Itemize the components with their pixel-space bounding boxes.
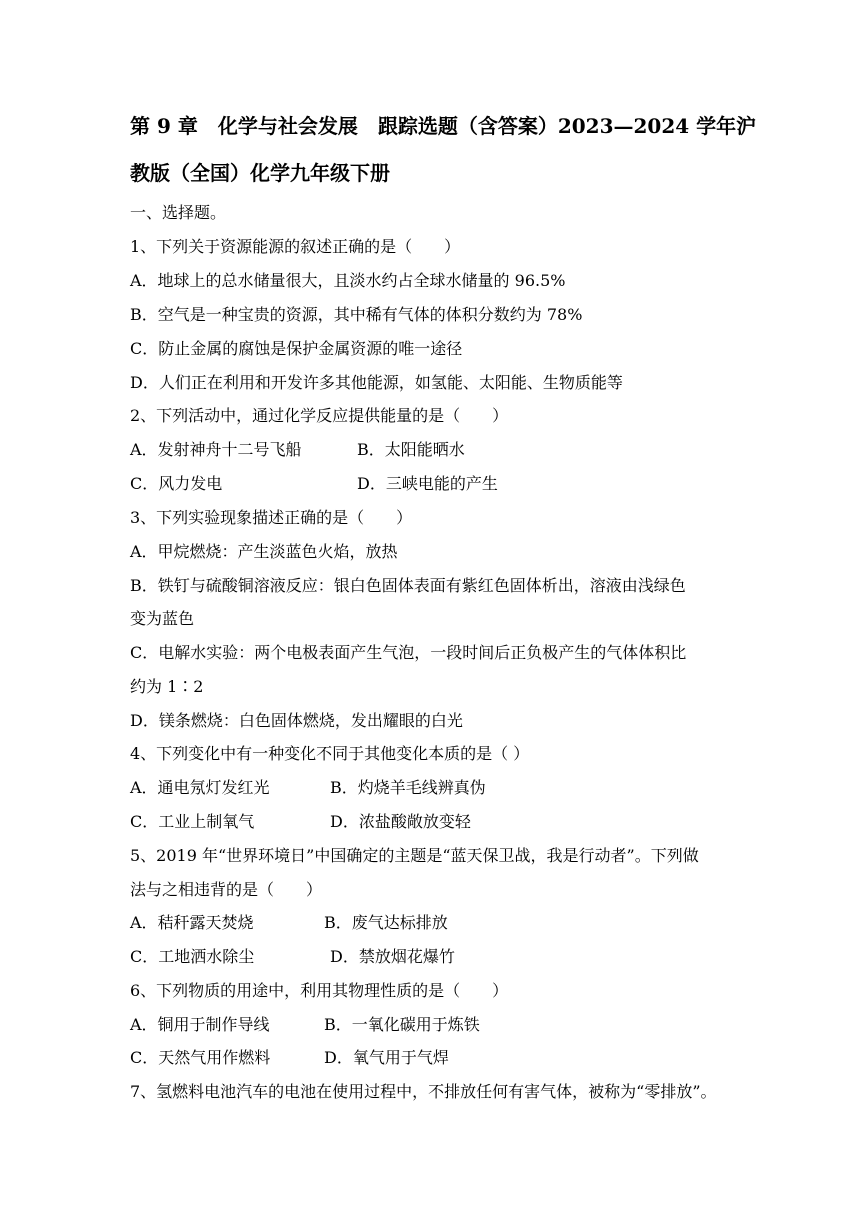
question-6-option-a: A．铜用于制作导线 — [130, 1015, 270, 1034]
question-3-option-c-line-1: C．电解水实验：两个电极表面产生气泡，一段时间后正负极产生的气体体积比 — [130, 643, 687, 662]
question-3-stem: 3、下列实验现象描述正确的是（ ） — [130, 508, 413, 527]
question-4-option-d: D．浓盐酸敞放变轻 — [330, 812, 471, 831]
question-6-option-b: B．一氧化碳用于炼铁 — [324, 1015, 480, 1034]
question-5-stem-line-1: 5、2019 年“世界环境日”中国确定的主题是“蓝天保卫战，我是行动者”。下列做 — [130, 846, 699, 865]
document-title-line-2: 教版（全国）化学九年级下册 — [130, 161, 390, 185]
question-7-stem: 7、氢燃料电池汽车的电池在使用过程中，不排放任何有害气体，被称为“零排放”。 — [130, 1082, 717, 1101]
question-3-option-b-line-2: 变为蓝色 — [130, 609, 195, 628]
question-2-option-a: A．发射神舟十二号飞船 — [130, 440, 302, 459]
question-1-option-a: A．地球上的总水储量很大，且淡水约占全球水储量的 96.5% — [130, 271, 566, 290]
question-5-option-a: A．秸秆露天焚烧 — [130, 913, 254, 932]
question-6-option-c: C．天然气用作燃料 — [130, 1048, 271, 1067]
question-2-option-d: D．三峡电能的产生 — [357, 474, 498, 493]
question-2-option-c: C．风力发电 — [130, 474, 223, 493]
question-5-option-d: D．禁放烟花爆竹 — [330, 947, 455, 966]
question-6-option-d: D．氧气用于气焊 — [324, 1048, 449, 1067]
question-5-option-b: B．废气达标排放 — [324, 913, 448, 932]
question-2-stem: 2、下列活动中，通过化学反应提供能量的是（ ） — [130, 406, 509, 425]
question-4-option-b: B．灼烧羊毛线辨真伪 — [330, 778, 486, 797]
question-3-option-c-line-2: 约为 1∶2 — [130, 677, 204, 696]
question-3-option-b-line-1: B．铁钉与硫酸铜溶液反应：银白色固体表面有紫红色固体析出，溶液由浅绿色 — [130, 576, 686, 595]
question-4-option-c: C．工业上制氧气 — [130, 812, 255, 831]
question-2-option-b: B．太阳能晒水 — [357, 440, 465, 459]
question-1-stem: 1、下列关于资源能源的叙述正确的是（ ） — [130, 237, 461, 256]
question-5-option-c: C．工地洒水除尘 — [130, 947, 255, 966]
question-4-option-a: A．通电氖灯发红光 — [130, 778, 270, 797]
question-1-option-c: C．防止金属的腐蚀是保护金属资源的唯一途径 — [130, 339, 463, 358]
question-3-option-d: D．镁条燃烧：白色固体燃烧，发出耀眼的白光 — [130, 711, 463, 730]
question-3-option-a: A．甲烷燃烧：产生淡蓝色火焰，放热 — [130, 542, 398, 561]
question-4-stem: 4、下列变化中有一种变化不同于其他变化本质的是（ ） — [130, 744, 530, 763]
question-6-stem: 6、下列物质的用途中，利用其物理性质的是（ ） — [130, 981, 509, 1000]
document-title-line-1: 第 9 章 化学与社会发展 跟踪选题（含答案）2023—2024 学年沪 — [130, 114, 757, 138]
question-1-option-d: D．人们正在利用和开发许多其他能源，如氢能、太阳能、生物质能等 — [130, 373, 623, 392]
section-heading: 一、选择题。 — [130, 203, 227, 222]
question-5-stem-line-2: 法与之相违背的是（ ） — [130, 880, 323, 899]
question-1-option-b: B．空气是一种宝贵的资源，其中稀有气体的体积分数约为 78% — [130, 305, 583, 324]
